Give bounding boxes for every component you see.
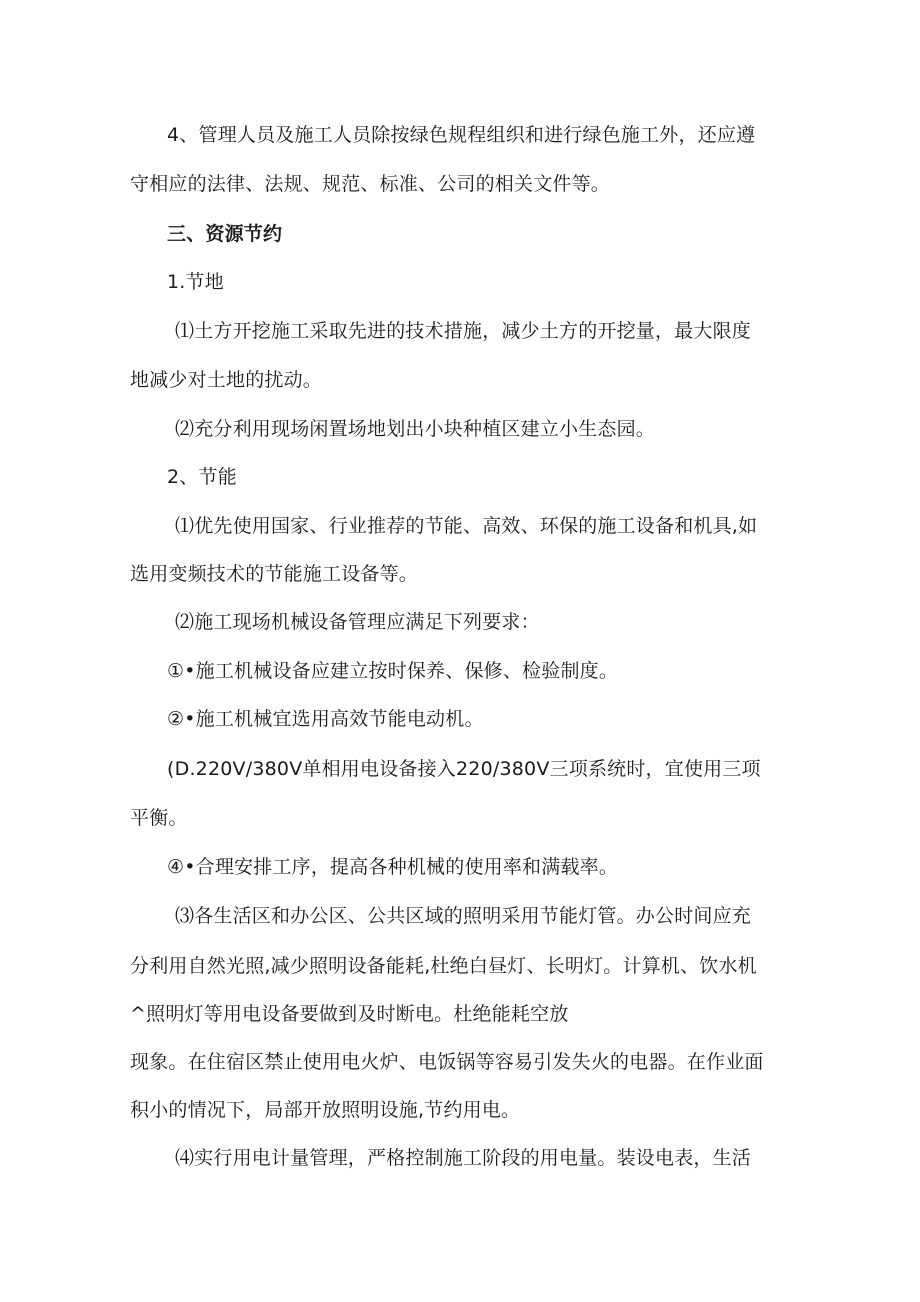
list-item-3: (D.220V/380V单相用电设备接入220/380V三项系统时，宜使用三项 xyxy=(167,758,761,780)
paragraph-line-5: ⑴土方开挖施工采取先进的技术措施，减少土方的开挖量，最大限度 xyxy=(175,320,752,342)
paragraph-line-9: ⑴优先使用国家、行业推荐的节能、高效、环保的施工设备和机具,如 xyxy=(175,515,758,537)
list-item-2: ②•施工机械宜选用高效节能电动机。 xyxy=(167,708,484,730)
paragraph-line-10: 选用变频技术的节能施工设备等。 xyxy=(130,563,419,585)
list-item-1: ①•施工机械设备应建立按时保养、保修、检验制度。 xyxy=(167,660,619,682)
paragraph-line-2: 守相应的法律、法规、规范、标准、公司的相关文件等。 xyxy=(130,173,611,195)
list-item-4: ④•合理安排工序，提高各种机械的使用率和满载率。 xyxy=(167,856,619,878)
paragraph-line-22: ⑷实行用电计量管理，严格控制施工阶段的用电量。装设电表，生活 xyxy=(175,1147,752,1169)
paragraph-line-7: ⑵充分利用现场闲置场地划出小块种植区建立小生态园。 xyxy=(175,418,656,440)
subheading-energy-saving: 2、节能 xyxy=(167,466,237,488)
paragraph-line-6: 地减少对土地的扰动。 xyxy=(130,369,323,391)
paragraph-line-11: ⑵施工现场机械设备管理应满足下列要求： xyxy=(175,611,540,633)
paragraph-line-18: 分利用自然光照,减少照明设备能耗,杜绝白昼灯、长明灯。计算机、饮水机 xyxy=(130,955,757,977)
list-item-3-continuation: 平衡。 xyxy=(130,807,188,829)
section-heading-resource-saving: 三、资源节约 xyxy=(167,223,283,245)
paragraph-line-17: ⑶各生活区和办公区、公共区域的照明采用节能灯管。办公时间应充 xyxy=(175,905,752,927)
subheading-land-saving: 1.节地 xyxy=(167,271,224,293)
paragraph-line-21: 积小的情况下，局部开放照明设施,节约用电。 xyxy=(130,1099,521,1121)
paragraph-line-1: 4、管理人员及施工人员除按绿色规程组织和进行绿色施工外，还应遵 xyxy=(167,124,756,146)
paragraph-line-19: ^照明灯等用电设备要做到及时断电。杜绝能耗空放 xyxy=(130,1003,569,1025)
paragraph-line-20: 现象。在住宿区禁止使用电火炉、电饭锅等容易引发失火的电器。在作业面 xyxy=(130,1051,764,1073)
